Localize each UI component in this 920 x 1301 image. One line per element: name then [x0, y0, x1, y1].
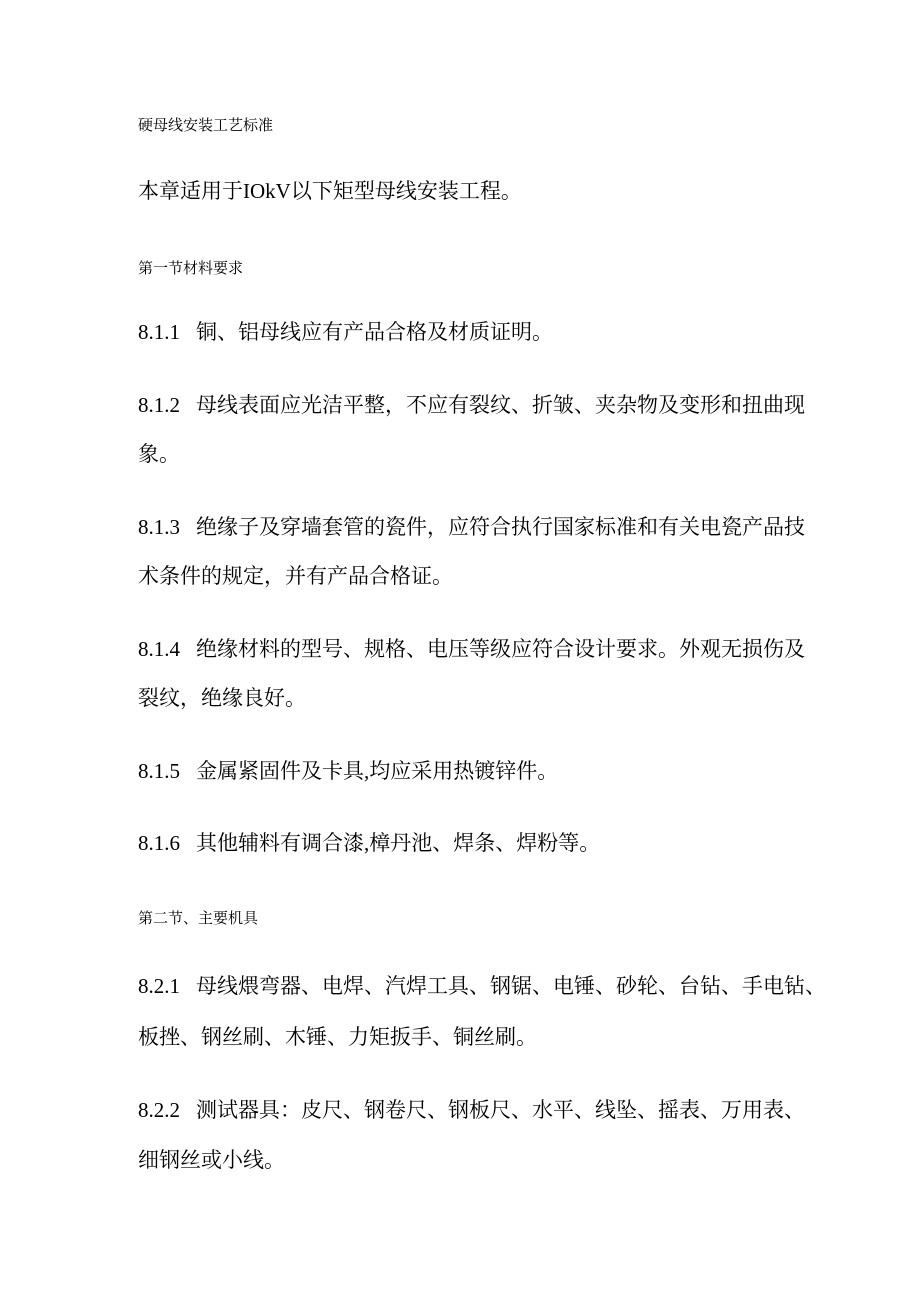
clause-number: 8.1.3 — [138, 515, 180, 539]
clause-text: 金属紧固件及卡具,均应采用热镀锌件。 — [196, 759, 559, 783]
document-title: 硬母线安装工艺标准 — [138, 117, 274, 134]
clause-8-2-1 — [138, 973, 826, 999]
scope-statement: 本章适用于IOkV以下矩型母线安装工程。 — [138, 179, 522, 203]
clause-8-1-3 — [138, 514, 805, 540]
clause-8-1-4 — [138, 636, 805, 662]
clause-text: 铜、铝母线应有产品合格及材质证明。 — [196, 320, 553, 344]
clause-8-1-5 — [138, 758, 558, 784]
clause-8-1-4-continuation: 裂纹，绝缘良好。 — [138, 686, 306, 710]
clause-8-2-2 — [138, 1097, 805, 1123]
clause-8-1-2-continuation: 象。 — [138, 442, 180, 466]
clause-8-1-1 — [138, 319, 553, 345]
clause-number: 8.2.1 — [138, 974, 180, 998]
clause-text: 绝缘材料的型号、规格、电压等级应符合设计要求。外观无损伤及 — [196, 637, 805, 661]
clause-number: 8.2.2 — [138, 1098, 180, 1122]
clause-8-1-2 — [138, 392, 805, 418]
clause-text: 测试器具：皮尺、钢卷尺、钢板尺、水平、线坠、摇表、万用表、 — [196, 1098, 805, 1122]
clause-8-1-3-continuation: 术条件的规定，并有产品合格证。 — [138, 564, 453, 588]
clause-number: 8.1.2 — [138, 393, 180, 417]
clause-text: 其他辅料有调合漆,樟丹池、焊条、焊粉等。 — [196, 831, 601, 855]
clause-number: 8.1.6 — [138, 831, 180, 855]
clause-number: 8.1.5 — [138, 759, 180, 783]
clause-text: 母线煨弯器、电焊、汽焊工具、钢锯、电锤、砂轮、台钻、手电钻、 — [196, 974, 826, 998]
clause-8-1-6 — [138, 830, 600, 856]
clause-number: 8.1.4 — [138, 637, 180, 661]
clause-number: 8.1.1 — [138, 320, 180, 344]
clause-text: 绝缘子及穿墙套管的瓷件，应符合执行国家标准和有关电瓷产品技 — [196, 515, 805, 539]
section2-heading: 第二节、主要机具 — [138, 910, 259, 927]
clause-8-2-2-continuation: 细钢丝或小线。 — [138, 1148, 285, 1172]
clause-8-2-1-continuation: 板挫、钢丝刷、木锤、力矩扳手、铜丝刷。 — [138, 1025, 537, 1049]
clause-text: 母线表面应光洁平整，不应有裂纹、折皱、夹杂物及变形和扭曲现 — [196, 393, 805, 417]
section1-heading: 第一节材料要求 — [138, 260, 244, 277]
